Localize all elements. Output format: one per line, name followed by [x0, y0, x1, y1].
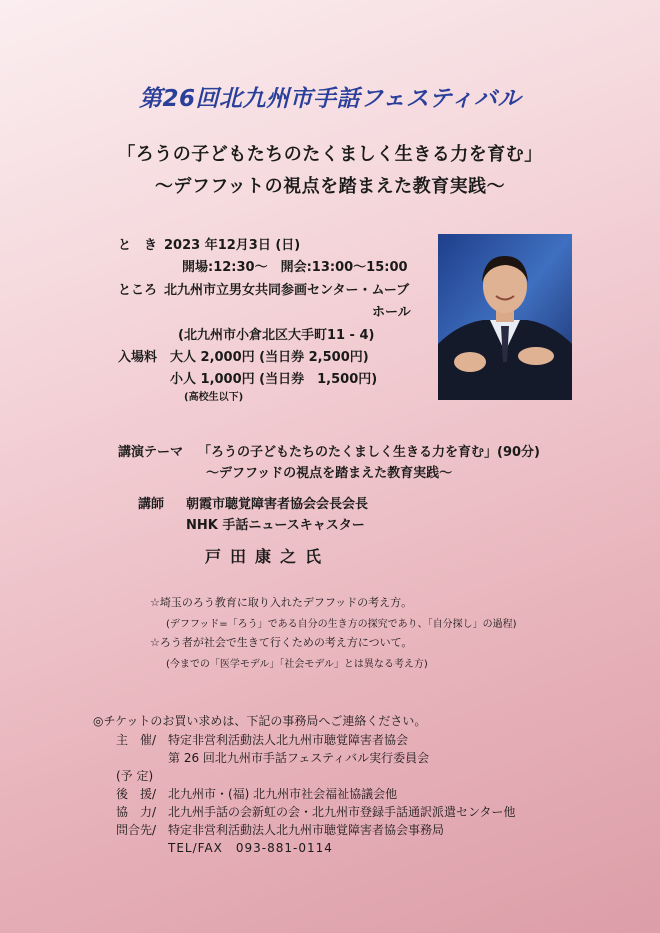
note-item: ☆埼玉のろう教育に取り入れたデフフッドの考え方。 [150, 596, 413, 609]
planned-label: (予 定) [116, 769, 154, 783]
theme-label: 講演テーマ [118, 445, 184, 460]
cooperation: 北九州手話の会新虹の会・北九州市登録手話通訳派遣センター他 [168, 805, 516, 819]
lecturer-role-1: 朝霞市聴覚障害者協会会長会長 [186, 497, 369, 512]
support: 北九州市・(福) 北九州市社会福祉協議会他 [168, 787, 398, 801]
tel-fax: TEL/FAX 093-881-0114 [168, 841, 333, 855]
theme-title: 「ろうの子どもたちのたくましく生きる力を育む」(90分) [198, 445, 540, 460]
event-date: 2023 年12月3日 (日) [164, 238, 301, 253]
venue-name: 北九州市立男女共同参画センター・ムーブ [164, 283, 410, 298]
event-title: 第26回北九州市手話フェスティバル [138, 86, 522, 112]
note-item: (今までの「医学モデル」「社会モデル」とは異なる考え方) [166, 659, 428, 670]
venue-label: ところ [118, 283, 158, 298]
host-1: 特定非営利活動法人北九州市聴覚障害者協会 [168, 733, 409, 747]
subtitle-main: 「ろうの子どもたちのたくましく生きる力を育む」 [117, 144, 543, 165]
fee-label: 入場料 [118, 350, 158, 365]
host-2: 第 26 回北九州市手話フェスティバル実行委員会 [168, 751, 430, 765]
note-item: (デフフッド=「ろう」である自分の生き方の探究であり、「自分探し」の過程) [166, 619, 517, 630]
fee-child: 小人 1,000円 (当日券 1,500円) [170, 372, 378, 387]
venue-name-cont: ホール [372, 305, 411, 320]
subtitle-secondary: 〜デフフットの視点を踏まえた教育実践〜 [154, 176, 506, 197]
lecturer-name: 戸田康之氏 [205, 547, 331, 566]
fee-adult: 大人 2,000円 (当日券 2,500円) [170, 350, 369, 365]
contact-label: 問合先/ [116, 823, 157, 837]
venue-address: (北九州市小倉北区大手町11 - 4) [178, 328, 375, 343]
speaker-photo [438, 234, 572, 400]
theme-subtitle: 〜デフフッドの視点を踏まえた教育実践〜 [206, 466, 453, 481]
date-label: と き [118, 238, 158, 253]
fee-note: (高校生以下) [184, 392, 244, 403]
coop-label: 協 力/ [116, 805, 157, 819]
host-label: 主 催/ [116, 733, 157, 747]
event-times: 開場:12:30〜 開会:13:00〜15:00 [182, 260, 408, 275]
contact: 特定非営利活動法人北九州市聴覚障害者協会事務局 [168, 823, 445, 837]
note-item: ☆ろう者が社会で生きて行くための考え方について。 [150, 636, 413, 649]
support-label: 後 援/ [116, 787, 157, 801]
lecturer-role-2: NHK 手話ニュースキャスター [186, 518, 365, 533]
lecturer-label: 講師 [138, 497, 165, 512]
ticket-info: ◎チケットのお買い求めは、下記の事務局へご連絡ください。 [93, 714, 427, 728]
